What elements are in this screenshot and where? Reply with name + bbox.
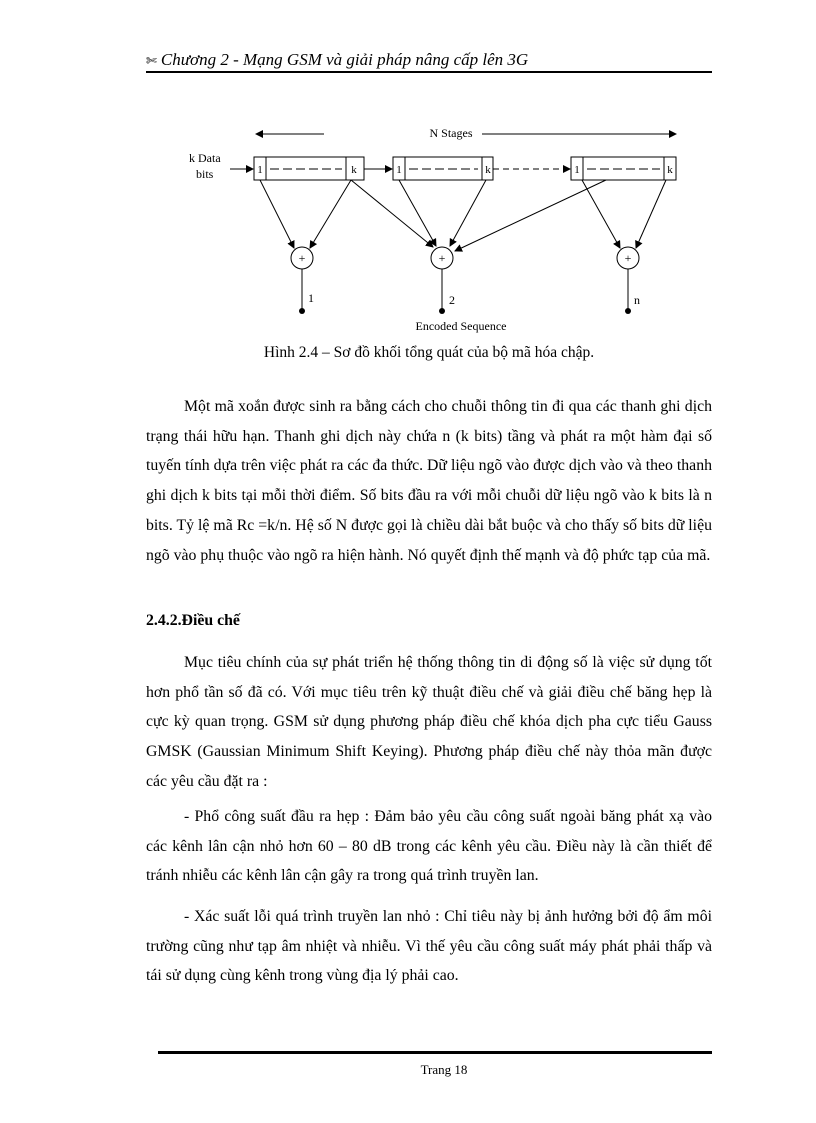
header-title: Chương 2 - Mạng GSM và giải pháp nâng cấp lên 3G [160, 50, 529, 69]
shift-register-n [571, 157, 676, 180]
output-node-2 [439, 308, 445, 314]
figure-caption: Hình 2.4 – Sơ đồ khối tổng quát của bộ mã hóa chập. [263, 344, 595, 361]
adder-symbol: + [624, 251, 632, 265]
output-label-1: 1 [308, 291, 314, 305]
convolutional-encoder-diagram [146, 110, 712, 350]
tap-connections [260, 180, 666, 251]
output-label-2: 2 [449, 293, 455, 307]
adder-1 [291, 247, 313, 269]
adder-2 [431, 247, 453, 269]
adder-symbol: + [438, 251, 446, 265]
page-header [146, 50, 712, 70]
header-rule [146, 71, 712, 73]
page-number: Trang 18 [420, 1062, 468, 1077]
stages-label: N Stages [429, 126, 473, 140]
input-label-line2: bits [196, 167, 214, 181]
cell-first-label: 1 [396, 164, 402, 176]
paragraph-error-probability: - Xác suất lỗi quá trình truyền lan nhỏ : Chỉ tiêu này bị ảnh hưởng bởi độ ẩm môi trường cũng như tạp âm nhiệt và nhiễu. Vì thế yêu cầu công suất máy phát phải thấp và tái sử dụng cùng kênh trong vùng địa lý phải cao. [146, 908, 712, 985]
input-label-line1: k Data [189, 151, 221, 165]
cell-last-label: k [667, 164, 673, 176]
encoded-sequence-label: Encoded Sequence [415, 319, 507, 333]
cell-first-label: 1 [574, 164, 580, 176]
shift-register-1 [254, 157, 364, 180]
adder-n [617, 247, 639, 269]
adder-symbol: + [298, 251, 306, 265]
footer-rule [158, 1051, 712, 1054]
cell-first-label: 1 [257, 164, 263, 176]
shift-register-2 [393, 157, 493, 180]
output-node-1 [299, 308, 305, 314]
output-node-n [625, 308, 631, 314]
section-heading: 2.4.2.Điều chế [146, 612, 240, 629]
scissors-icon: ✄ [146, 53, 157, 68]
paragraph-modulation: Mục tiêu chính của sự phát triển hệ thống thông tin di động số là việc sử dụng tốt hơn phổ tần số đã có. Với mục tiêu trên kỹ thuật điều chế và giải điều chế băng hẹp là cực kỳ quan trọng. GSM sử dụng phương pháp điều chế khóa dịch pha cực tiểu Gauss GMSK (Gaussian Minimum Shift Keying). Phương pháp điều chế này thỏa mãn được các yêu cầu đặt ra : [146, 654, 712, 790]
output-lines [302, 269, 628, 310]
paragraph-convolutional-code: Một mã xoắn được sinh ra bằng cách cho chuỗi thông tin đi qua các thanh ghi dịch trạng thái hữu hạn. Thanh ghi dịch này chứa n (k bits) tầng và phát ra một hàm đại số tuyến tính dựa trên việc phát ra các đa thức. Dữ liệu ngõ vào được dịch vào và theo thanh ghi dịch k bits tại mỗi thời điểm. Số bits đầu ra với mỗi chuỗi dữ liệu ngõ vào k bits là n bits. Tỷ lệ mã Rc =k/n. Hệ số N được gọi là chiều dài bắt buộc và cho thấy số bits dữ liệu ngõ vào phụ thuộc vào ngõ ra hiện hành. Nó quyết định thế mạnh và độ phức tạp của mã. [146, 398, 712, 564]
paragraph-power-spectrum: - Phổ công suất đầu ra hẹp : Đảm bảo yêu cầu công suất ngoài băng phát xạ vào các kênh lân cận nhỏ hơn 60 – 80 dB trong các kênh yêu cầu. Điều này là cần thiết để tránh nhiễu các kênh lân cận gây ra trong quá trình truyền lan. [146, 808, 712, 885]
cell-last-label: k [485, 164, 491, 176]
cell-last-label: k [351, 164, 357, 176]
output-label-n: n [634, 293, 640, 307]
